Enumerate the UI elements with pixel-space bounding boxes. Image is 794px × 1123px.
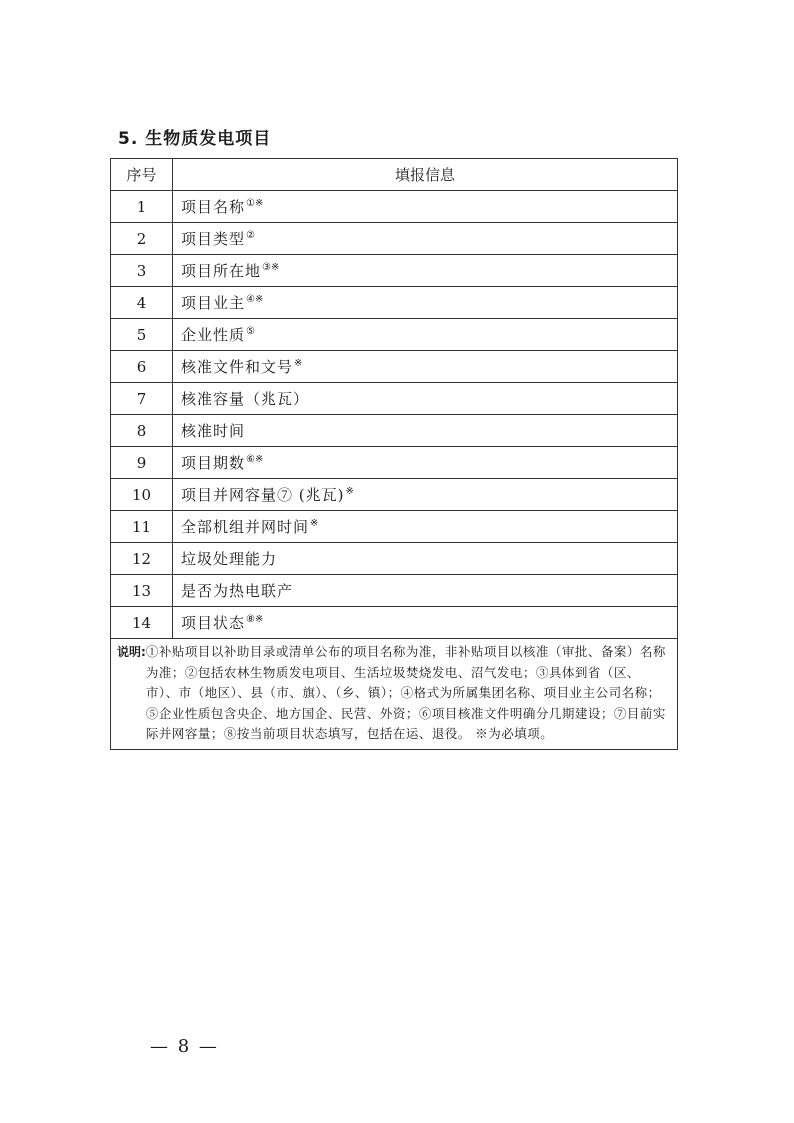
row-number: 1 [111,191,173,223]
row-label: 企业性质 [181,326,246,344]
note-cell [111,639,678,750]
row-label: 项目状态 [181,614,246,632]
table-row [111,511,678,543]
table-row [111,223,678,255]
row-info [173,479,678,511]
row-number: 10 [111,479,173,511]
row-label: 项目类型 [181,230,246,248]
table-row [111,191,678,223]
row-info [173,287,678,319]
row-info [173,607,678,639]
row-footnote-mark: ※ [310,518,319,529]
row-footnote-mark: ⑤ [246,326,255,337]
row-footnote-mark: ⑧※ [246,614,264,625]
row-number: 14 [111,607,173,639]
table-row [111,607,678,639]
row-number: 9 [111,447,173,479]
note-label: 说明: [117,645,146,659]
row-number: 3 [111,255,173,287]
row-footnote-mark: ※ [345,486,354,497]
row-info [173,191,678,223]
table-header-row [111,159,678,191]
row-footnote-mark: ※ [294,358,303,369]
row-info [173,255,678,287]
row-info [173,383,678,415]
row-label: 是否为热电联产 [181,582,294,600]
row-number: 7 [111,383,173,415]
row-footnote-mark: ② [246,230,255,241]
row-label: 核准容量（兆瓦） [181,390,310,408]
row-number: 4 [111,287,173,319]
row-label: 全部机组并网时间 [181,518,310,536]
row-label: 核准时间 [181,422,246,440]
row-info [173,415,678,447]
table-row [111,351,678,383]
row-info [173,223,678,255]
row-number: 13 [111,575,173,607]
row-label: 核准文件和文号 [181,358,294,376]
row-info [173,575,678,607]
section-heading: 5. 生物质发电项目 [118,129,272,149]
row-info [173,351,678,383]
table-row [111,543,678,575]
row-info [173,543,678,575]
row-number: 2 [111,223,173,255]
row-label: 垃圾处理能力 [181,550,278,568]
table-row [111,319,678,351]
table-row [111,383,678,415]
row-label: 项目期数 [181,454,246,472]
row-number: 12 [111,543,173,575]
row-number: 11 [111,511,173,543]
table-row [111,447,678,479]
row-info [173,511,678,543]
page-number: — 8 — [150,1036,219,1057]
table-row [111,575,678,607]
row-label: 项目业主 [181,294,246,312]
note-text: ①补贴项目以补助目录或清单公布的项目名称为准，非补贴项目以核准（审批、备案）名称为准；②包括农林生物质发电项目、生活垃圾焚烧发电、沼气发电；③具体到省（区、市）、市（地区）、县（市、旗）、（乡、镇）；④格式为所属集团名称、项目业主公司名称；⑤企业性质包含央企、地方国企、民营、外资；⑥项目核准文件明确分几期建设；⑦目前实际并网容量；⑧按当前项目状态填写，包括在运、退役。 ※为必填项。 [145,644,666,741]
note-row [111,639,678,750]
row-label: 项目所在地 [181,262,262,280]
row-footnote-mark: ⑥※ [246,454,264,465]
row-label: 项目并网容量⑦ (兆瓦) [181,486,345,504]
row-number: 8 [111,415,173,447]
table-row [111,287,678,319]
table-row [111,479,678,511]
row-footnote-mark: ④※ [246,294,264,305]
table-row [111,255,678,287]
row-footnote-mark: ①※ [246,198,264,209]
header-info: 填报信息 [173,159,678,191]
row-number: 6 [111,351,173,383]
info-table [110,158,678,750]
row-info [173,447,678,479]
row-footnote-mark: ③※ [262,262,280,273]
row-label: 项目名称 [181,198,246,216]
table-row [111,415,678,447]
row-info [173,319,678,351]
header-no: 序号 [111,159,173,191]
row-number: 5 [111,319,173,351]
